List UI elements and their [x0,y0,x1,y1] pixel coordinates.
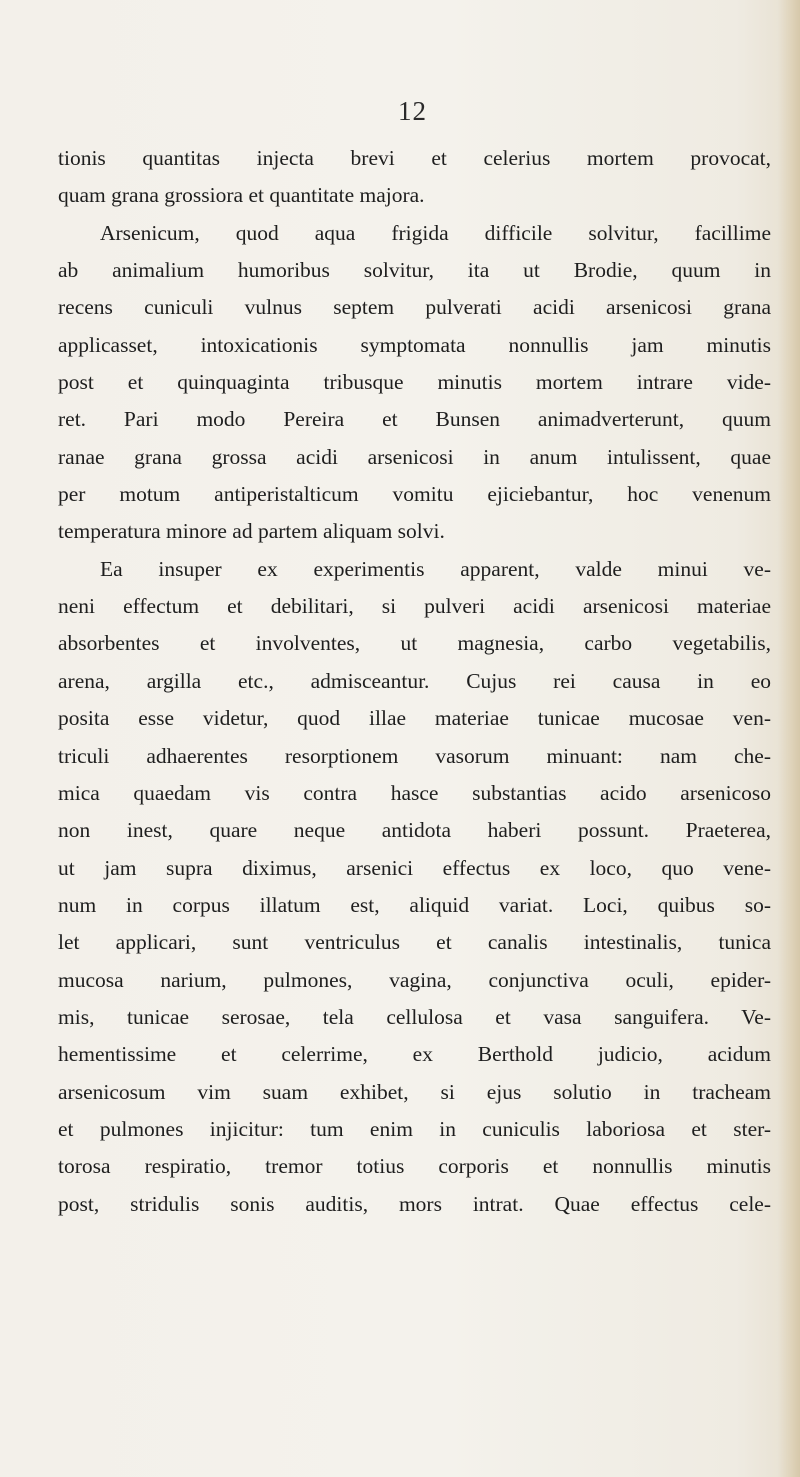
text-line: posita esse videtur, quod illae materiae tunicae mucosae ven- [58,706,771,731]
text-line: mucosa narium, pulmones, vagina, conjunctiva oculi, epider- [58,967,771,992]
text-line: arsenicosum vim suam exhibet, si ejus solutio in tracheam [58,1079,771,1104]
text-line: ret. Pari modo Pereira et Bunsen animadverterunt, quum [58,407,771,432]
text-line: ranae grana grossa acidi arsenicosi in anum intulissent, quae [58,444,771,469]
text-line: quam grana grossiora et quantitate majora. [58,183,425,208]
text-line: et pulmones injicitur: tum enim in cuniculis laboriosa et ster- [58,1116,771,1141]
text-line: triculi adhaerentes resorptionem vasorum minuant: nam che- [58,743,771,768]
page-number: 12 [398,96,427,126]
text-line: mica quaedam vis contra hasce substantias acido arsenicoso [58,780,771,805]
text-line: arena, argilla etc., admisceantur. Cujus rei causa in eo [58,668,771,693]
text-line: applicasset, intoxicationis symptomata nonnullis jam minutis [58,332,771,357]
text-line: post et quinquaginta tribusque minutis mortem intrare vide- [58,370,771,395]
text-line: ab animalium humoribus solvitur, ita ut Brodie, quum in [58,258,771,283]
text-line: hementissime et celerrime, ex Berthold judicio, acidum [58,1042,771,1067]
text-line: temperatura minore ad partem aliquam solvi. [58,519,445,544]
page-edge-shadow [778,0,800,1477]
text-line: recens cuniculi vulnus septem pulverati acidi arsenicosi grana [58,295,771,320]
text-line: tionis quantitas injecta brevi et celerius mortem provocat, [58,146,771,170]
text-line: mis, tunicae serosae, tela cellulosa et vasa sanguifera. Ve- [58,1004,771,1029]
text-line: post, stridulis sonis auditis, mors intrat. Quae effectus cele- [58,1191,771,1216]
text-line: ut jam supra diximus, arsenici effectus ex loco, quo vene- [58,855,771,880]
text-line: Ea insuper ex experimentis apparent, valde minui ve- [100,556,771,581]
body-text [58,140,771,1223]
text-line: torosa respiratio, tremor totius corporis et nonnullis minutis [58,1154,771,1179]
text-line: Arsenicum, quod aqua frigida difficile solvitur, facillime [100,220,771,245]
text-line: per motum antiperistalticum vomitu ejiciebantur, hoc venenum [58,482,771,507]
text-line: non inest, quare neque antidota haberi possunt. Praeterea, [58,818,771,843]
text-line: neni effectum et debilitari, si pulveri acidi arsenicosi materiae [58,594,771,619]
text-line: absorbentes et involventes, ut magnesia, carbo vegetabilis, [58,631,771,656]
text-line: let applicari, sunt ventriculus et canalis intestinalis, tunica [58,930,771,955]
text-line: num in corpus illatum est, aliquid variat. Loci, quibus so- [58,892,771,917]
